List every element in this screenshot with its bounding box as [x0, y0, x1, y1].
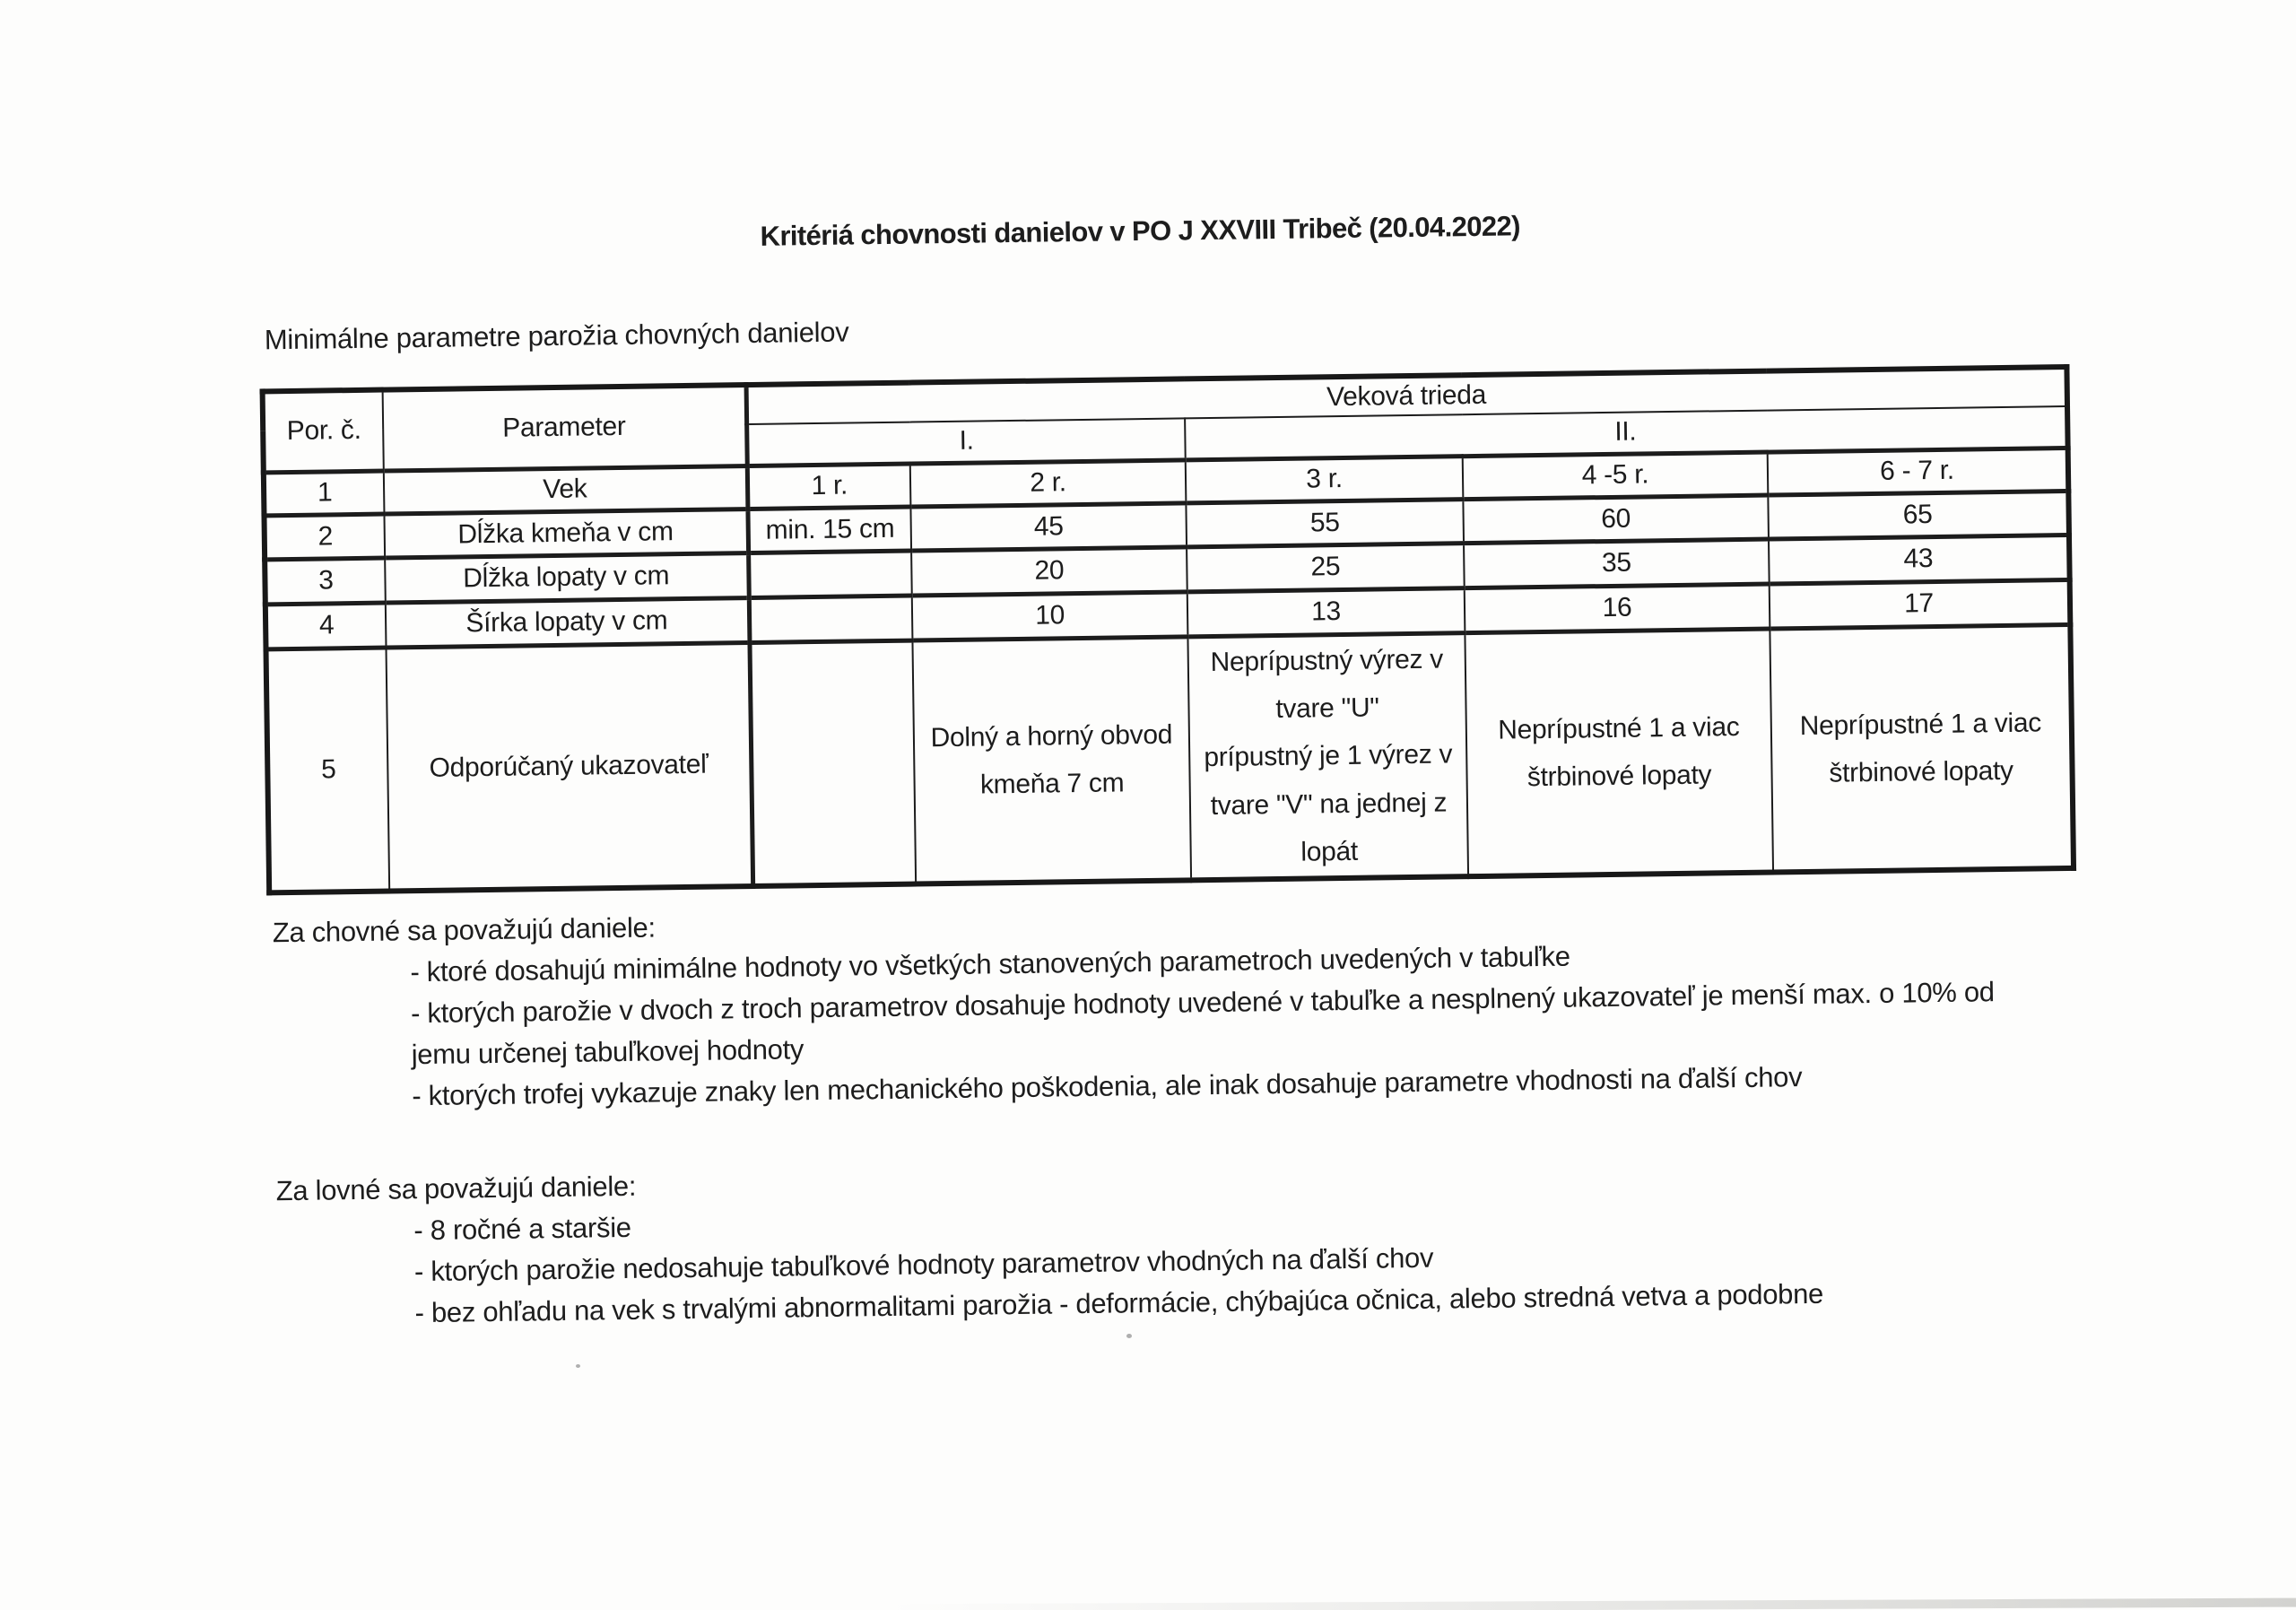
bullet-list — [410, 928, 2171, 1118]
parameter-name: Vek — [384, 466, 748, 514]
cell-vek-3r: 3 r. — [1186, 456, 1464, 502]
cell-dlopata-3r: 25 — [1187, 543, 1465, 591]
section-heading: Za lovné sa považujú daniele: — [275, 1170, 637, 1207]
parameter-name: Dĺžka lopaty v cm — [385, 553, 749, 603]
bullet-item: - bez ohľadu na vek s trvalými abnormalitami parožia - deformácie, chýbajúca očnica, alebo stredná vetva a podobne — [414, 1277, 1824, 1329]
cell-kmen-3r: 55 — [1186, 499, 1464, 546]
cell-ukazovatel-2r: Dolný a horný obvod kmeňa 7 cm — [912, 636, 1191, 884]
document-subtitle: Minimálne parametre parožia chovných danielov — [264, 316, 849, 356]
cell-slopata-6-7r: 17 — [1770, 579, 2071, 629]
table-row-odporucany-ukazovatel — [266, 624, 2074, 893]
col-header-por-c: Por. č. — [263, 390, 384, 473]
class-header-II: II. — [1185, 406, 2068, 459]
cell-ukazovatel-6-7r: Neprípustné 1 a viac štrbinové lopaty — [1770, 624, 2074, 873]
cell-kmen-4-5r: 60 — [1463, 495, 1769, 544]
cell-dlopata-4-5r: 35 — [1464, 539, 1770, 588]
section-heading: Za chovné sa považujú daniele: — [272, 911, 657, 949]
bullet-item: - ktoré dosahujú minimálne hodnoty vo všetkých stanovených parametroch uvedených v tabuľke — [410, 940, 1570, 988]
bullet-list — [413, 1186, 2175, 1334]
cell-slopata-2r: 10 — [912, 591, 1188, 640]
bullet-item: - ktorých parožie v dvoch z troch parametrov dosahuje hodnoty uvedené v tabuľke a nesplnený ukazovateľ je menší max. o 10% od jemu určenej tabuľkovej hodnoty — [410, 976, 1995, 1071]
parameter-name: Šírka lopaty v cm — [386, 597, 750, 648]
cell-vek-2r: 2 r. — [910, 459, 1187, 506]
cell-vek-6-7r: 6 - 7 r. — [1768, 448, 2069, 495]
parameter-name: Dĺžka kmeňa v cm — [384, 509, 748, 558]
bullet-item: - 8 ročné a staršie — [413, 1211, 631, 1247]
cell-slopata-4-5r: 16 — [1465, 584, 1770, 633]
cell-ukazovatel-1r — [749, 640, 916, 887]
cell-dlopata-6-7r: 43 — [1769, 535, 2070, 584]
cell-kmen-1r: min. 15 cm — [747, 507, 911, 553]
scan-speck — [1126, 1334, 1132, 1338]
class-header-I: I. — [746, 418, 1186, 466]
cell-vek-1r: 1 r. — [747, 464, 911, 509]
scan-speck — [576, 1364, 580, 1368]
bullet-item: - ktorých trofej vykazuje znaky len mechanického poškodenia, ale inak dosahuje parametre vhodnosti na ďalší chov — [412, 1061, 1803, 1112]
row-number: 4 — [265, 603, 387, 649]
section-za-lovne — [275, 1144, 2174, 1336]
col-header-parameter: Parameter — [383, 385, 747, 471]
cell-slopata-3r: 13 — [1187, 587, 1465, 636]
bullet-item: - ktorých parožie nedosahuje tabuľkové hodnoty parametrov vhodných na ďalší chov — [413, 1241, 1434, 1288]
parameter-name: Odporúčaný ukazovateľ — [386, 642, 752, 892]
section-za-chovne — [273, 887, 2172, 1119]
row-number: 2 — [264, 514, 385, 560]
cell-dlopata-2r: 20 — [911, 546, 1187, 595]
group-header-vekova-trieda: Veková trieda — [746, 367, 2068, 424]
row-number: 3 — [265, 558, 386, 605]
cell-ukazovatel-4-5r: Neprípustné 1 a viac štrbinové lopaty — [1465, 629, 1773, 877]
cell-ukazovatel-3r: Neprípustný výrez v tvare "U" prípustný je 1 výrez v tvare "V" na jednej z lopát — [1187, 632, 1468, 881]
cell-dlopata-1r — [748, 551, 912, 597]
row-number: 5 — [266, 648, 390, 893]
row-number: 1 — [264, 471, 385, 516]
cell-vek-4-5r: 4 -5 r. — [1463, 452, 1769, 500]
criteria-table — [260, 364, 2077, 896]
cell-slopata-1r — [749, 596, 913, 642]
document-title: Kritériá chovnosti danielov v PO J XXVIII Tribeč (20.04.2022) — [760, 210, 1521, 252]
cell-kmen-2r: 45 — [910, 502, 1187, 550]
cell-kmen-6-7r: 65 — [1768, 491, 2069, 539]
